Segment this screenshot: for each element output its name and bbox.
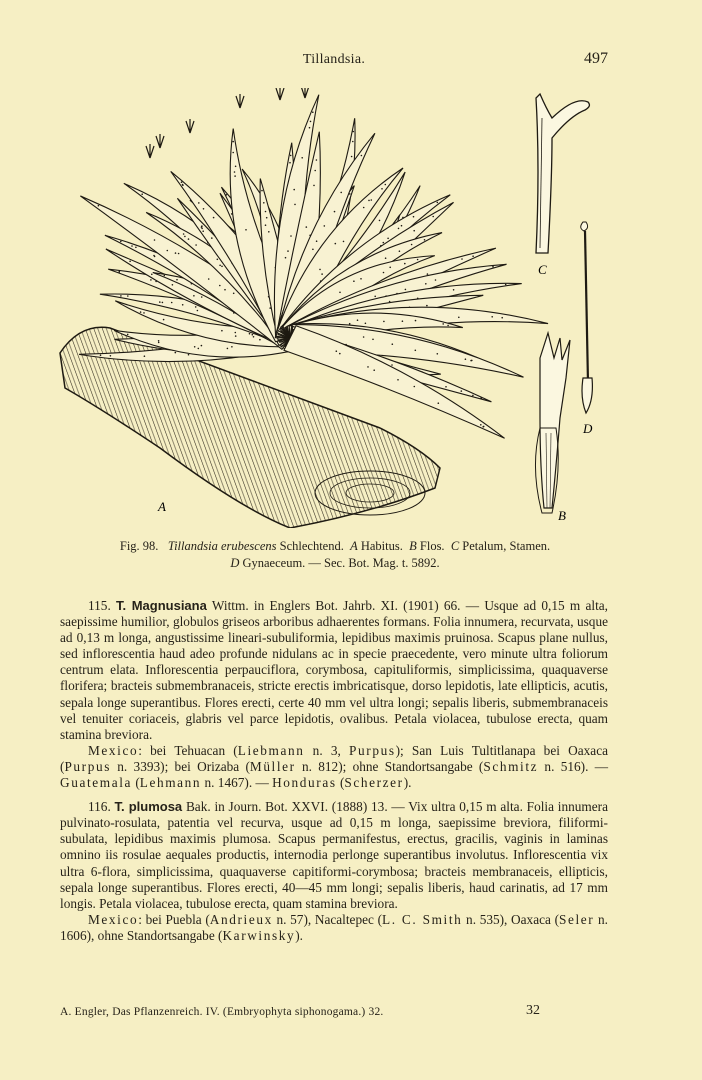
stipple-dot [184,236,186,238]
stipple-dot [458,317,460,319]
illustration-svg [40,88,670,528]
caption-d-text: Gynaeceum. — Sec. Bot. Mag. t. 5892. [242,556,440,570]
stipple-dot [141,193,143,195]
stipple-dot [334,211,336,213]
footer-signature: 32 [526,1003,540,1018]
caption-a-text: Habitus. [360,539,403,553]
stipple-dot [195,244,197,246]
locality-text: n. 57), Nacaltepec ( [272,911,383,927]
stipple-dot [391,364,393,366]
stipple-dot [172,284,174,286]
stipple-dot [314,170,316,172]
stipple-dot [285,257,287,259]
stipple-dot [387,238,389,240]
stipple-dot [158,340,160,342]
stipple-dot [259,339,261,341]
flower-spike [146,144,154,158]
stipple-dot [110,355,112,357]
stipple-dot [414,386,416,388]
entry-116-number: 116. [88,799,111,815]
stipple-dot [372,339,374,341]
locality-name: Andrieux [209,911,273,927]
stipple-dot [224,289,226,291]
flower-spike [236,94,244,108]
stipple-dot [120,241,122,243]
stipple-dot [127,334,129,336]
stipple-dot [461,258,463,260]
running-title: Tillandsia. [302,52,366,67]
stipple-dot [143,312,145,314]
stipple-dot [343,241,345,243]
caption-line-2 [60,555,610,572]
stipple-dot [339,353,341,355]
stipple-dot [383,272,385,274]
entry-116-localities [60,912,608,944]
stipple-dot [480,397,482,399]
locality-name: Purpus [349,742,396,758]
stipple-dot [235,335,237,337]
stipple-dot [201,296,203,298]
stipple-dot [183,233,185,235]
stipple-dot [415,350,417,352]
stipple-dot [413,216,415,218]
stipple-dot [385,257,387,259]
stipple-dot [290,155,292,157]
stipple-dot [365,323,367,325]
locality-name: Mexico [88,742,139,758]
stipple-dot [438,402,440,404]
locality-name: Scherzer [344,775,404,791]
stipple-dot [349,323,351,325]
stipple-dot [383,321,385,323]
stipple-dot [445,386,447,388]
stipple-dot [219,265,221,267]
stipple-dot [167,250,169,252]
locality-text: : bei Puebla ( [138,911,210,927]
locality-name: Seler [559,911,595,927]
stipple-dot [373,369,375,371]
figure-label-c: C [538,262,547,277]
locality-name: Müller [249,758,296,774]
locality-text: n. 1606), ohne Standortsangabe ( [60,911,608,943]
stipple-dot [263,202,265,204]
stipple-dot [415,320,417,322]
stipple-dot [175,252,177,254]
stipple-dot [211,237,213,239]
running-header [60,52,608,72]
stipple-dot [361,155,363,157]
stipple-dot [158,342,160,344]
stipple-dot [353,280,355,282]
entry-115-name: T. Magnusiana [116,598,207,613]
stipple-dot [319,269,321,271]
stipple-dot [198,348,200,350]
stipple-dot [501,317,503,319]
stipple-dot [316,159,318,161]
locality-name: Mexico [88,911,139,927]
stipple-dot [404,263,406,265]
entry-116-name: T. plumosa [114,799,183,815]
flower-drawing [535,333,570,513]
page-footer [60,1003,608,1024]
stipple-dot [385,184,387,186]
stipple-dot [353,131,355,133]
stipple-dot [383,242,385,244]
stipple-dot [398,228,400,230]
stipple-dot [188,238,190,240]
stipple-dot [203,208,205,210]
stipple-dot [287,250,289,252]
stipple-dot [340,192,342,194]
stipple-dot [231,346,233,348]
stipple-dot [135,247,137,249]
stipple-dot [335,243,337,245]
stipple-dot [100,354,102,356]
stipple-dot [389,267,391,269]
figure-label-b: B [558,508,566,523]
stipple-dot [294,204,296,206]
entry-115-number: 115. [88,598,111,613]
stipple-dot [162,302,164,304]
stipple-dot [402,320,404,322]
stipple-dot [374,296,376,298]
stipple-dot [321,273,323,275]
stipple-dot [371,199,373,201]
stipple-dot [178,253,180,255]
stipple-dot [235,166,237,168]
stipple-dot [140,311,142,313]
stipple-dot [480,424,482,426]
caption-fig-label: Fig. 98. [119,539,159,553]
stipple-dot [129,261,131,263]
locality-text: ). [403,775,412,791]
stipple-dot [265,211,267,213]
flower-spike [186,119,194,133]
caption-a: A [350,539,358,553]
stipple-dot [399,250,401,252]
stipple-dot [150,279,152,281]
locality-name: Guatemala [60,775,132,791]
stipple-dot [472,255,474,257]
stipple-dot [202,230,204,232]
footer-citation: A. Engler, Das Pflanzenreich. IV. (Embryophyta siphonogama.) 32. [60,1006,384,1018]
stipple-dot [188,354,190,356]
stipple-dot [425,283,427,285]
stipple-dot [405,289,407,291]
stipple-dot [367,366,369,368]
caption-line-1 [60,538,610,555]
species-text [60,598,608,944]
stipple-dot [437,353,439,355]
locality-name: Honduras [272,775,337,791]
locality-text: ( [132,775,140,791]
stipple-dot [208,278,210,280]
caption-species: Tillandsia erubescens [167,539,277,553]
locality-name: Karwinsky [222,927,296,943]
stipple-dot [154,239,156,241]
stipple-dot [413,230,415,232]
stipple-dot [381,188,383,190]
stipple-dot [447,325,449,327]
stipple-dot [360,278,362,280]
stipple-dot [234,171,236,173]
figure-label-d: D [583,421,593,436]
stipple-dot [98,205,100,207]
entry-115-localities [60,743,608,791]
stipple-dot [424,239,426,241]
locality-text: n. 516). — [538,758,608,774]
page-number: 497 [584,50,608,67]
stipple-dot [235,332,237,334]
stipple-dot [175,352,177,354]
locality-name: Liebmann [237,742,305,758]
figure-label-a: A [158,499,166,514]
stipple-dot [339,292,341,294]
stipple-dot [336,350,338,352]
stipple-dot [171,302,173,304]
stipple-dot [482,426,484,428]
stipple-dot [221,330,223,332]
stipple-dot [159,301,161,303]
stipple-dot [245,229,247,231]
stipple-dot [453,289,455,291]
stipple-dot [472,395,474,397]
figure-caption [60,538,610,572]
stipple-dot [232,152,234,154]
stipple-dot [368,200,370,202]
stipple-dot [151,274,153,276]
locality-text: n. 3, [304,742,350,758]
stipple-dot [379,220,381,222]
stipple-dot [164,275,166,277]
locality-text: n. 1467). — [201,775,273,791]
stipple-dot [265,224,267,226]
stipple-dot [392,343,394,345]
stipple-dot [306,226,308,228]
stipple-dot [176,279,178,281]
stipple-dot [221,266,223,268]
stipple-dot [144,355,146,357]
stipple-dot [232,141,234,143]
stipple-dot [461,390,463,392]
stipple-dot [163,319,165,321]
stipple-dot [301,157,303,159]
stipple-dot [401,225,403,227]
locality-name: Lehmann [139,775,202,791]
gynaeceum-drawing [581,222,593,413]
stipple-dot [437,202,439,204]
entry-116-description [60,799,608,912]
stipple-dot [234,175,236,177]
stipple-dot [227,348,229,350]
stipple-dot [352,141,354,143]
stipple-dot [470,360,472,362]
stipple-dot [252,334,254,336]
stipple-dot [290,235,292,237]
stipple-dot [181,181,183,183]
stipple-dot [417,259,419,261]
stipple-dot [351,156,353,158]
stipple-dot [313,185,315,187]
stipple-dot [312,249,314,251]
stipple-dot [312,111,314,113]
stipple-dot [219,285,221,287]
stipple-dot [435,279,437,281]
stipple-dot [357,319,359,321]
stipple-dot [324,225,326,227]
stipple-dot [213,217,215,219]
stipple-dot [201,345,203,347]
locality-text: : bei Tehuacan ( [138,742,238,758]
caption-author: Schlechtend. [279,539,344,553]
stipple-dot [426,305,428,307]
stipple-dot [253,336,255,338]
stipple-dot [427,273,429,275]
stipple-dot [119,271,121,273]
stipple-dot [293,189,295,191]
stipple-dot [194,346,196,348]
stipple-dot [217,259,219,261]
stipple-dot [316,240,318,242]
caption-d: D [230,556,240,570]
stipple-dot [226,194,228,196]
stipple-dot [193,295,195,297]
locality-text: ( [336,775,345,791]
caption-c-text: Petalum, Stamen. [462,539,551,553]
stipple-dot [268,231,270,233]
stipple-dot [120,295,122,297]
entry-116-text: Bak. in Journ. Bot. XXVI. (1888) 13. — Vix ultra 0,15 m alta. Folia innumera pulvinato-rosulata, patentia vel recurva, usque ad 0,15 m longa, saepissime breviora, filiformi-subulata, lepidibus maximis plumosa. Scapus permanifestus, erectus, gracilis, vaginis in laminas omnino iis rosulae aequales productis, internodia perlonge superantibus involutus. Inflorescentia vix ultra 6-flora, simplicissima, quaquaverse capitiformi-corymbosa; bracteis membranaceis, ellipticis, sepala longe superantibus. Flores erecti, 40—45 mm longi; sepalis liberis, haud carinatis, ad 17 mm longis. Petala violacea, tubulose erecta, quam stamina breviora. [60,799,608,911]
stipple-dot [249,333,251,335]
caption-c: C [450,539,460,553]
stipple-dot [411,244,413,246]
stipple-dot [182,304,184,306]
locality-text: ); San Luis Tultitlanapa bei Oaxaca ( [60,742,609,774]
stipple-dot [505,284,507,286]
locality-name: L. C. Smith [382,911,463,927]
locality-name: Schmitz [483,758,539,774]
stipple-dot [309,127,311,129]
locality-text: n. 3393); bei Orizaba ( [110,758,250,774]
stipple-dot [127,295,129,297]
stipple-dot [153,255,155,257]
stipple-dot [261,190,263,192]
botanical-illustration [40,88,670,528]
stipple-dot [465,358,467,360]
flower-spike [156,134,164,148]
caption-b-text: Flos. [419,539,445,553]
flower-spike [276,88,284,100]
entry-115-description [60,598,608,743]
stipple-dot [131,245,133,247]
flower-spike [301,88,309,98]
stipple-dot [289,162,291,164]
stipple-dot [363,207,365,209]
locality-name: Purpus [64,758,111,774]
locality-text: n. 812); ohne Standortsangabe ( [295,758,484,774]
stipple-dot [195,306,197,308]
stipple-dot [198,202,200,204]
stipple-dot [397,379,399,381]
stipple-dot [363,336,365,338]
stipple-dot [266,217,268,219]
entry-115-text: Wittm. in Englers Bot. Jahrb. XI. (1901) 66. — Usque ad 0,15 m alta, saepissime humilior, globulos griseos arboribus adhaerentes formans. Folia innumera, recurvata, usque ad 0,13 m longa, angustissime lineari-subuliformia, lepidibus maximis pruinosa. Scapus plane nullus, sed inflorescentia haud adeo profunde nidulans ac in specie praecedente, vero minute ultra foliorum centrum elata. Inflorescentia perpauciflora, corymbosa, capituliformis, simplicissima, quaquaverse florifera; bracteis submembranaceis, stricte erectis imbricatisque, dorso lepidotis, late ellipticis, acutis, sepala longe superantibus. Flores erecti, certe 40 mm vel ultra longi; sepalis liberis, submembranaceis vel tenuiter coriaceis, glabris vel parce lepidotis, ovalibus. Petala violacea, tubulose erecta, quam stamina breviora. [60,598,609,742]
locality-text: n. 535), Oaxaca ( [462,911,560,927]
stipple-dot [233,293,235,295]
locality-text: ). [295,927,303,943]
stipple-dot [197,310,199,312]
stipple-dot [432,216,434,218]
stipple-dot [491,316,493,318]
stipple-dot [492,266,494,268]
stipple-dot [201,226,203,228]
stipple-dot [310,121,312,123]
caption-b: B [409,539,417,553]
stipple-dot [442,323,444,325]
stipple-dot [182,184,184,186]
